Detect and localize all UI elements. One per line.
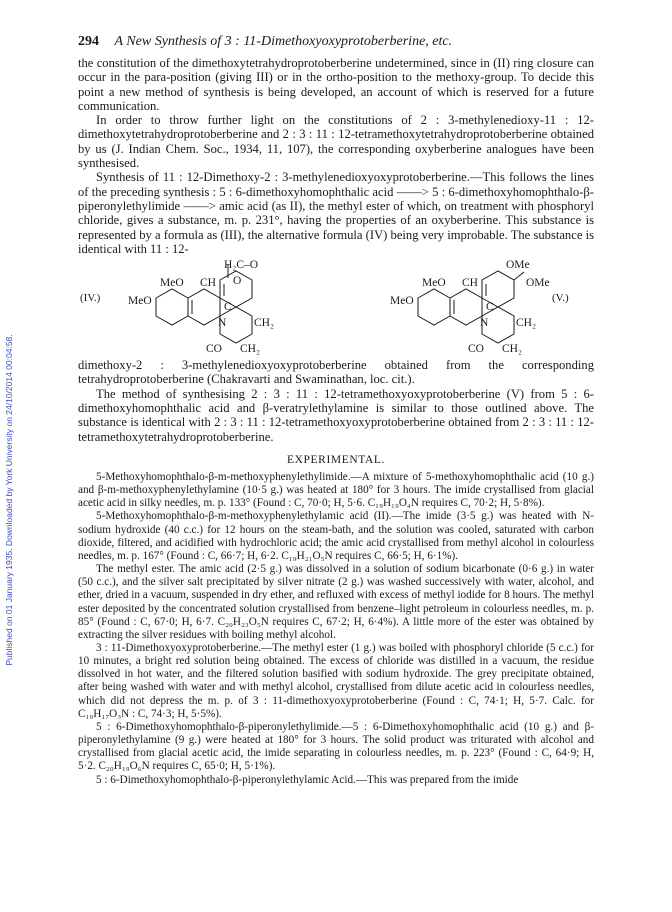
paragraph: the constitution of the dimethoxytetrahydroprotoberberine undetermined, since in (II) ring closure can occur in the para-position (giving III) or in the ortho-position to the methoxy-group. To decide this point a new method of synthesis is being developed, an account of which is reserved for a future communication. bbox=[78, 56, 594, 113]
iv-co: CO bbox=[206, 343, 222, 356]
experimental-section bbox=[78, 471, 594, 787]
v-ch: CH bbox=[462, 277, 478, 290]
v-ch2-right: CH₂ bbox=[516, 317, 536, 330]
structural-formulas bbox=[78, 258, 594, 356]
v-ch2-bottom: CH₂ bbox=[502, 343, 522, 356]
download-sidebar-note bbox=[2, 120, 16, 880]
v-nitrogen: N bbox=[480, 317, 489, 330]
iv-carbon: C bbox=[224, 301, 232, 314]
experimental-paragraph: The methyl ester. The amic acid (2·5 g.) was dissolved in a solution of sodium bicarbonate (0·6 g.) in water (50 c.c.), and the silver salt precipitated by silver nitrate (2 g.) was washed successively with water, alcohol, and ether, dried in a vacuum, suspended in dry ether, and refluxed with excess of methyl iodide for 8 hours. The methyl ester deposited by the concentrated solution crystallised from benzene–light petroleum in colourless needles, m. p. 85° (Found : C, 67·0; H, 6·7. C₂₀H₂₃O₅N requires C, 67·2; H, 6·4%). A little more of the ester was obtained by extracting the silver residues with boiling methyl alcohol. bbox=[78, 563, 594, 641]
ring-v-middle bbox=[450, 289, 482, 325]
iv-ch2-bottom: CH₂ bbox=[240, 343, 260, 356]
formula-drawing bbox=[78, 258, 594, 356]
experimental-paragraph: 5-Methoxyhomophthalo-β-m-methoxyphenylethylimide.—A mixture of 5-methoxyhomophthalic acid (10 g.) and β-m-methoxyphenylethylamine (10·5 g.) was heated at 180° for 3 hours. The imide crystallised from glacial acetic acid in silky needles, m. p. 133° (Found : C, 70·0; H, 5·6. C₁₉H₁₉O₄N requires C, 70·2; H, 5·8%). bbox=[78, 470, 594, 510]
paragraph: The method of synthesising 2 : 3 : 11 : 12-tetramethoxyoxyprotoberberine (V) from 5 : 6-dimethoxyhomophthalic acid and β-veratrylethylamine is similar to those outlined above. The substance is identical with 2 : 3 : 11 : 12-tetramethoxyoxyprotoberberine obtained from 2 : 3 : 11 : 12-tetramethoxytetrahydroprotoberberine. bbox=[78, 386, 594, 444]
page-body bbox=[78, 34, 594, 787]
v-ome-top: OMe bbox=[506, 259, 530, 272]
iv-nitrogen: N bbox=[218, 317, 227, 330]
iv-oxygen: O bbox=[233, 275, 242, 288]
experimental-paragraph: 5 : 6-Dimethoxyhomophthalo-β-piperonylethylamic Acid.—This was prepared from the imide bbox=[96, 773, 519, 786]
formula-label-v: (V.) bbox=[552, 292, 569, 305]
v-co: CO bbox=[468, 343, 484, 356]
experimental-paragraph: 3 : 11-Dimethoxyoxyprotoberberine.—The methyl ester (1 g.) was boiled with phosphoryl chloride (5 c.c.) for 10 minutes, a bright red solution being obtained. The excess of chloride was distilled in a vacuum, the residue dissolved in hot water, and the filtered solution basified with sodium hydroxide. The grey precipitate obtained, after being washed with water and with methyl alcohol, crystallised from dilute acetic acid in colourless needles, which did not depress the m. p. of 3 : 11-dimethoxyoxyprotoberberine (Found : C, 74·1; H, 5·7. Calc. for C₁₉H₁₇O₃N : C, 74·3; H, 5·5%). bbox=[78, 641, 594, 720]
running-title: A New Synthesis of 3 : 11-Dimethoxyoxyprotoberberine, etc. bbox=[114, 34, 453, 49]
iv-ch2-right: CH₂ bbox=[254, 317, 274, 330]
paragraph: In order to throw further light on the constitutions of 2 : 3-methylenedioxy-11 : 12-dimethoxytetrahydroprotoberberine and 2 : 3 : 11 : 12-tetramethoxytetrahydroprotoberberine obtained by us (J. Indian Chem. Soc., 1934, 11, 107), the corresponding oxyberberine analogues have been synthesised. bbox=[78, 113, 594, 171]
iv-meo-lower: MeO bbox=[128, 295, 152, 308]
main-text-continued bbox=[78, 358, 594, 444]
sidebar-note-text: Published on 01 January 1935. Downloaded by York University on 24/10/2014 00:04:58. bbox=[4, 334, 14, 666]
paragraph: dimethoxy-2 : 3-methylenedioxyoxyprotoberberine obtained from the corresponding tetrahydroprotoberberine (Chakravarti and Swaminathan, loc. cit.). bbox=[78, 358, 594, 387]
ring-v-left bbox=[418, 289, 450, 325]
page-number: 294 bbox=[78, 34, 99, 49]
iv-meo-upper: MeO bbox=[160, 277, 184, 290]
v-ome-side: OMe bbox=[526, 277, 550, 290]
ring-iv-middle bbox=[188, 289, 220, 325]
running-header bbox=[78, 34, 594, 50]
experimental-paragraph: 5 : 6-Dimethoxyhomophthalo-β-piperonylethylimide.—5 : 6-Dimethoxyhomophthalic acid (10 g.) and β-piperonylethylamine (9 g.) were heated at 180° for 3 hours. The solid product was triturated with alcohol and crystallised from glacial acetic acid, the imide separating in colourless needles, m. p. 223° (Found : C, 64·9; H, 5·2. C₂₀H₁₉O₆N requires C, 65·0; H, 5·1%). bbox=[78, 720, 594, 773]
iv-ch: CH bbox=[200, 277, 216, 290]
experimental-paragraph: 5-Methoxyhomophthalo-β-m-methoxyphenylethylamic acid (II).—The imide (3·5 g.) was heated with N-sodium hydroxide (40 c.c.) for 12 hours on the steam-bath, and the solution was cooled, saturated with carbon dioxide, filtered, and acidified with hydrochloric acid; the amic acid crystallised from methyl alcohol in colourless needles, m. p. 167° (Found : C, 66·7; H, 6·2. C₁₉H₂₁O₅N requires C, 66·5; H, 6·1%). bbox=[78, 510, 594, 562]
main-text bbox=[78, 56, 594, 256]
iv-methylenedioxy-top: H₂C–O bbox=[224, 259, 259, 272]
v-meo-upper: MeO bbox=[422, 277, 446, 290]
v-carbon: C bbox=[486, 301, 494, 314]
formula-label-iv: (IV.) bbox=[80, 292, 101, 305]
paragraph: Synthesis of 11 : 12-Dimethoxy-2 : 3-methylenedioxyoxyprotoberberine.—This follows the lines of the preceding synthesis : 5 : 6-dimethoxyhomophthalic acid ——> 5 : 6-dimethoxyhomophthalo-β-piperonylethylimide ——> amic acid (as II), the methyl ester of which, on treatment with phosphoryl chloride, gives a substance, m. p. 231°, having the properties of an oxyberberine. This substance is represented by a formula as (III), the alternative formula (IV) being very improbable. The substance is identical with 11 : 12- bbox=[78, 170, 594, 256]
v-meo-lower: MeO bbox=[390, 295, 414, 308]
ring-iv-left bbox=[156, 289, 188, 325]
section-heading-experimental: EXPERIMENTAL. bbox=[287, 453, 385, 466]
